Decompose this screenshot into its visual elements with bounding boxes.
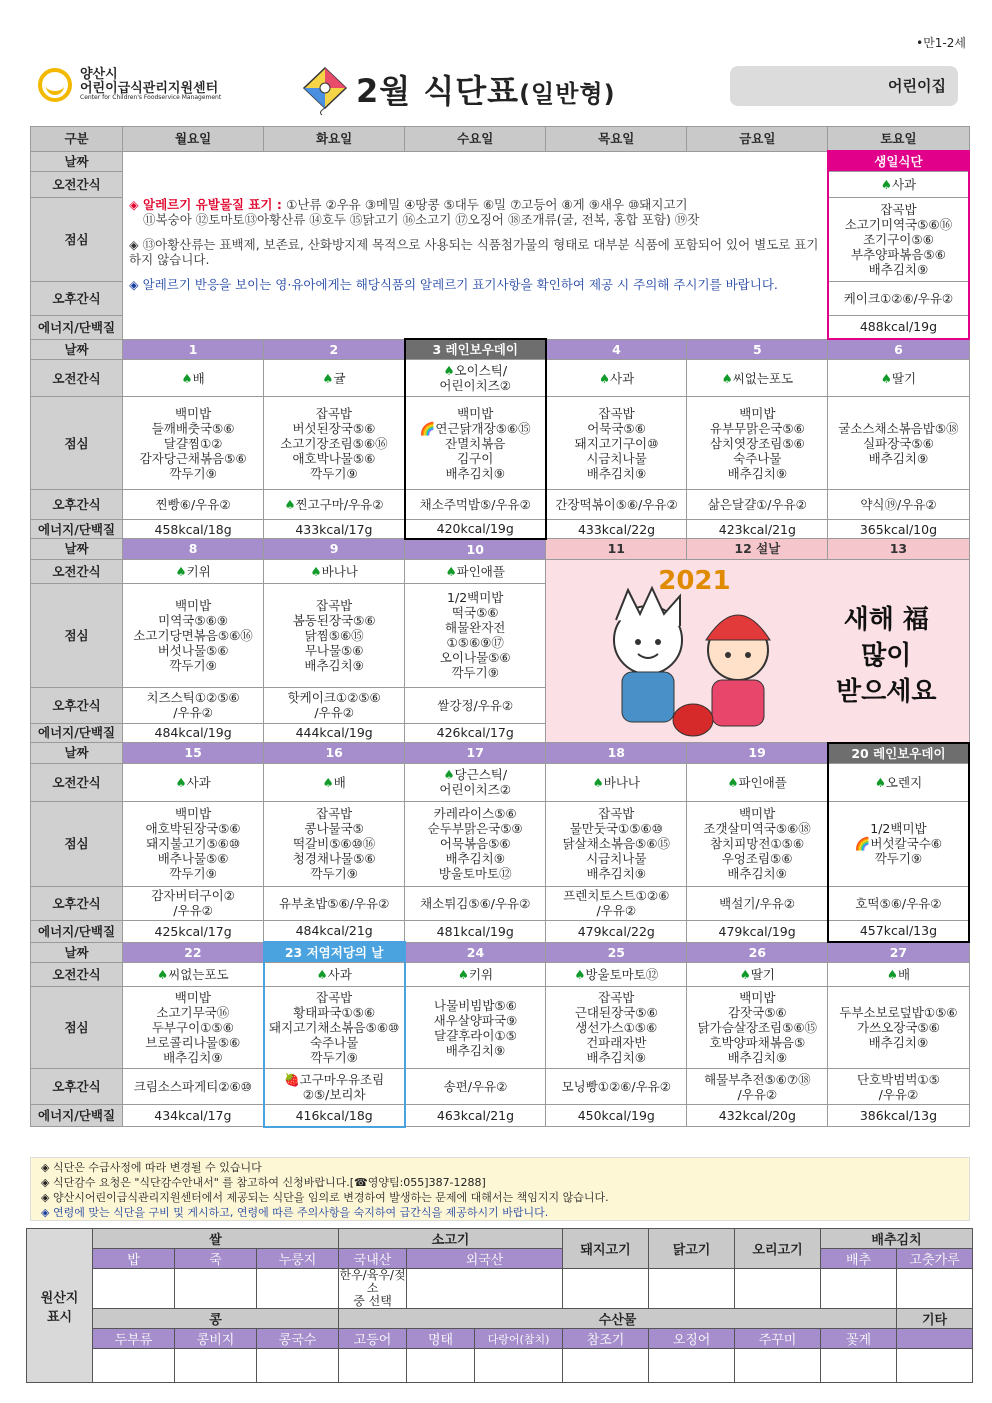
lunar-new-year-banner	[546, 559, 969, 743]
w3-mon-pm: 감자버터구이② /우유②	[123, 886, 264, 920]
origin-sub-chili: 고춧가루	[897, 1249, 973, 1269]
note-3: ◈ 양산시어린이급식관리지원센터에서 제공되는 식단을 임의로 변경하여 발생하는 문제에 대해서는 책임지지 않습니다.	[41, 1191, 609, 1204]
daycare-name-box: 어린이집	[730, 66, 958, 106]
w3-tue-lunch: 잡곡밥 콩나물국⑤ 떡갈비⑤⑥⑩⑯ 청경채나물⑤⑥ 깍두기⑨	[264, 801, 405, 886]
header-thu: 목요일	[546, 127, 687, 152]
w1-mon-date: 1	[123, 339, 264, 360]
w4-sat-date: 27	[828, 942, 969, 963]
w4-label-energy: 에너지/단백질	[31, 1105, 123, 1127]
w4-sat-energy: 386kcal/13g	[828, 1105, 969, 1127]
w3-fri-energy: 479kcal/19g	[687, 920, 828, 942]
w2-wed-am: ♠파인애플	[405, 559, 546, 583]
w3-label-pm: 오후간식	[31, 886, 123, 920]
w3-sat-date: 20 레인보우데이	[828, 743, 969, 764]
w2-wed-pm: 쌀강정/우유②	[405, 687, 546, 723]
center-logo	[38, 68, 221, 102]
sat0-energy: 488kcal/19g	[828, 315, 969, 339]
origin-sub-cabbage: 배추	[821, 1249, 897, 1269]
origin-tofu: 두부류	[93, 1329, 175, 1349]
w2-wed-date: 10	[405, 539, 546, 560]
w2-label-pm: 오후간식	[31, 687, 123, 723]
w3-thu-energy: 479kcal/22g	[546, 920, 687, 942]
fruit-spade-icon: ♠	[181, 370, 193, 386]
w4-fri-lunch: 백미밥 감잣국⑤⑥ 닭가슴살장조림⑤⑥⑮ 호박양파채볶음⑤ 배추김치⑨	[687, 987, 828, 1069]
w1-sat-am: ♠딸기	[828, 360, 969, 397]
w4-tue-pm: 🍓고구마우유조림 ②⑤/보리차	[264, 1069, 405, 1105]
w4-thu-date: 25	[546, 942, 687, 963]
w4-label-am: 오전간식	[31, 963, 123, 987]
w1-mon-energy: 458kcal/18g	[123, 520, 264, 539]
w4-fri-am: ♠딸기	[687, 963, 828, 987]
w2-label-lunch: 점심	[31, 583, 123, 687]
w1-fri-am: ♠씨없는포도	[687, 360, 828, 397]
w4-tue-date: 23 저염저당의 날	[264, 942, 405, 963]
w4-wed-date: 24	[405, 942, 546, 963]
w1-fri-lunch: 백미밥 유부무맑은국⑤⑥ 삼치엿장조림⑤⑥ 숙주나물 배추김치⑨	[687, 397, 828, 490]
w3-wed-energy: 481kcal/19g	[405, 920, 546, 942]
w2-tue-date: 9	[264, 539, 405, 560]
note-4: ◈ 연령에 맞는 식단을 구비 및 게시하고, 연령에 따른 주의사항을 숙지하여 급간식을 제공하시기 바랍니다.	[41, 1206, 549, 1219]
fruit-spade-icon: ♠	[739, 967, 751, 982]
w4-mon-am: ♠씨없는포도	[123, 963, 264, 987]
header	[30, 62, 970, 122]
w3-label-energy: 에너지/단백질	[31, 920, 123, 942]
w1-sat-date: 6	[828, 339, 969, 360]
w1-fri-energy: 423kcal/21g	[687, 520, 828, 539]
fruit-spade-icon: ♠	[727, 774, 739, 790]
w1-sat-energy: 365kcal/10g	[828, 520, 969, 539]
w1-mon-lunch: 백미밥 들깨배춧국⑤⑥ 달걀찜①② 감자당근채볶음⑤⑥ 깍두기⑨	[123, 397, 264, 490]
w3-mon-lunch: 백미밥 애호박된장국⑤⑥ 돼지불고기⑤⑥⑩ 배추나물⑤⑥ 깍두기⑨	[123, 801, 264, 886]
w1-label-date: 날짜	[31, 339, 123, 360]
w2-mon-energy: 484kcal/19g	[123, 723, 264, 742]
w2-tue-pm: 핫케이크①②⑤⑥ /우유②	[264, 687, 405, 723]
w2-tue-lunch: 잡곡밥 봄동된장국⑤⑥ 닭찜⑤⑥⑮ 무나물⑤⑥ 배추김치⑨	[264, 583, 405, 687]
w2-label-energy: 에너지/단백질	[31, 723, 123, 742]
fruit-spade-icon: ♠	[443, 767, 455, 782]
row-label-lunch: 점심	[31, 197, 123, 281]
w1-wed-lunch: 백미밥 🌈연근닭개장⑤⑥⑮ 잔멸치볶음 김구이 배추김치⑨	[405, 397, 546, 490]
origin-seafood: 수산물	[339, 1309, 897, 1329]
w1-thu-pm: 간장떡볶이⑤⑥/우유②	[546, 490, 687, 520]
origin-mackerel: 고등어	[339, 1329, 407, 1349]
new-year-greeting: 새해 福 많이 받으세요	[836, 604, 937, 707]
w3-fri-lunch: 백미밥 조갯살미역국⑤⑥⑱ 참치피망전①⑤⑥ 우엉조림⑤⑥ 배추김치⑨	[687, 801, 828, 886]
w3-label-am: 오전간식	[31, 763, 123, 801]
w2-tue-energy: 444kcal/19g	[264, 723, 405, 742]
w3-tue-energy: 484kcal/21g	[264, 920, 405, 942]
w3-wed-am: ♠당근스틱/ 어린이치즈②	[405, 763, 546, 801]
fruit-spade-icon: ♠	[721, 370, 733, 386]
fruit-spade-icon: ♠	[157, 967, 169, 982]
fruit-spade-icon: ♠	[880, 176, 892, 192]
w2-wed-lunch: 1/2백미밥 떡국⑤⑥ 해물완자전 ①⑤⑥⑨⑰ 오이나물⑤⑥ 깍두기⑨	[405, 583, 546, 687]
header-sat: 토요일	[828, 127, 969, 152]
origin-webfoot-octopus: 주꾸미	[735, 1329, 821, 1349]
w1-thu-am: ♠사과	[546, 360, 687, 397]
w3-thu-pm: 프렌치토스트①②⑥ /우유②	[546, 886, 687, 920]
beef-origin-note: 한우/육우/젖소 중 선택	[339, 1268, 406, 1308]
w2-tue-am: ♠바나나	[264, 559, 405, 583]
origin-soymilk-noodle: 콩국수	[257, 1329, 339, 1349]
weekday-header-row	[31, 127, 970, 152]
w4-thu-energy: 450kcal/19g	[546, 1105, 687, 1127]
kite-icon	[300, 66, 350, 116]
sat0-am-snack: ♠사과	[828, 171, 969, 197]
footer-notes	[30, 1157, 970, 1221]
logo-english: Center for Children's Foodservice Management	[80, 94, 222, 102]
origin-sub-porridge: 죽	[175, 1249, 257, 1269]
w2-mon-lunch: 백미밥 미역국⑤⑥⑨ 소고기당면볶음⑤⑥⑯ 버섯나물⑤⑥ 깍두기⑨	[123, 583, 264, 687]
fruit-spade-icon: ♠	[592, 774, 604, 790]
row-label-date: 날짜	[31, 151, 123, 171]
w1-thu-date: 4	[546, 339, 687, 360]
w2-sat-date: 13	[828, 539, 969, 560]
w3-fri-pm: 백설기/우유②	[687, 886, 828, 920]
sat0-pm-snack: 케이크①②⑥/우유②	[828, 281, 969, 315]
w1-label-pm: 오후간식	[31, 490, 123, 520]
w3-tue-pm: 유부초밥⑤⑥/우유②	[264, 886, 405, 920]
w4-sat-pm: 단호박범벅①⑤ /우유②	[828, 1069, 969, 1105]
origin-kimchi: 배추김치	[821, 1229, 973, 1249]
w4-tue-lunch: 잡곡밥 황태파국①⑤⑥ 돼지고기채소볶음⑤⑥⑩ 숙주나물 깍두기⑨	[264, 987, 405, 1069]
w3-fri-am: ♠파인애플	[687, 763, 828, 801]
fruit-spade-icon: ♠	[886, 967, 898, 982]
birthday-menu-label: 생일식단	[828, 151, 969, 171]
w4-fri-energy: 432kcal/20g	[687, 1105, 828, 1127]
w1-wed-energy: 420kcal/19g	[405, 520, 546, 539]
note-1: ◈ 식단은 수급사정에 따라 변경될 수 있습니다	[41, 1161, 262, 1174]
fruit-spade-icon: ♠	[874, 774, 886, 790]
origin-sub-nurungji: 누룽지	[257, 1249, 339, 1269]
w1-mon-am: ♠배	[123, 360, 264, 397]
origin-bean: 콩	[93, 1309, 339, 1329]
w1-label-energy: 에너지/단백질	[31, 520, 123, 539]
w4-thu-pm: 모닝빵①②⑥/우유②	[546, 1069, 687, 1105]
w1-label-am: 오전간식	[31, 360, 123, 397]
w3-sat-lunch: 1/2백미밥 🌈버섯칼국수⑥ 깍두기⑨	[828, 801, 969, 886]
fruit-spade-icon: ♠	[598, 370, 611, 386]
w4-sat-lunch: 두부소보로덮밥①⑤⑥ 가쓰오장국⑤⑥ 배추김치⑨	[828, 987, 969, 1069]
w1-fri-date: 5	[687, 339, 828, 360]
w3-sat-pm: 호떡⑤⑥/우유②	[828, 886, 969, 920]
w4-thu-am: ♠방울토마토⑫	[546, 963, 687, 987]
w4-fri-date: 26	[687, 942, 828, 963]
header-tue: 화요일	[264, 127, 405, 152]
origin-sub-rice: 밥	[93, 1249, 175, 1269]
menu-table	[30, 126, 970, 1128]
origin-etc: 기타	[897, 1309, 973, 1329]
w1-tue-lunch: 잡곡밥 버섯된장국⑤⑥ 소고기장조림⑤⑥⑯ 애호박나물⑤⑥ 깍두기⑨	[264, 397, 405, 490]
w1-mon-pm: 찐빵⑥/우유②	[123, 490, 264, 520]
row-label-am-snack: 오전간식	[31, 171, 123, 197]
w2-mon-date: 8	[123, 539, 264, 560]
header-mon: 월요일	[123, 127, 264, 152]
w1-tue-am: ♠귤	[264, 360, 405, 397]
w3-thu-lunch: 잡곡밥 물만둣국①⑤⑥⑩ 닭살채소볶음⑤⑥⑮ 시금치나물 배추김치⑨	[546, 801, 687, 886]
fruit-spade-icon: ♠	[574, 967, 586, 982]
w4-wed-lunch: 나물비빔밥⑤⑥ 새우살양파국⑨ 달걀후라이①⑤ 배추김치⑨	[405, 987, 546, 1069]
w4-mon-date: 22	[123, 942, 264, 963]
w1-wed-date: 3 레인보우데이	[405, 339, 546, 360]
header-fri: 금요일	[687, 127, 828, 152]
w3-wed-pm: 채소튀김⑤⑥/우유②	[405, 886, 546, 920]
w2-fri-date: 12 설날	[687, 539, 828, 560]
w3-sat-energy: 457kcal/13g	[828, 920, 969, 942]
w3-mon-date: 15	[123, 743, 264, 764]
fruit-spade-icon: ♠	[445, 563, 457, 579]
origin-beef: 소고기	[339, 1229, 563, 1249]
w4-mon-pm: 크림소스파게티②⑥⑩	[123, 1069, 264, 1105]
origin-label: 원산지 표시	[27, 1229, 93, 1383]
w4-label-lunch: 점심	[31, 987, 123, 1069]
logo-city: 양산시	[80, 67, 118, 83]
header-wed: 수요일	[405, 127, 546, 152]
w3-wed-date: 17	[405, 743, 546, 764]
w1-fri-pm: 삶은달걀①/우유②	[687, 490, 828, 520]
fruit-spade-icon: ♠	[175, 774, 187, 790]
w1-tue-date: 2	[264, 339, 405, 360]
w1-label-lunch: 점심	[31, 397, 123, 490]
header-category: 구분	[31, 127, 123, 152]
fruit-spade-icon: ♠	[322, 370, 334, 386]
w1-sat-pm: 약식⑲/우유②	[828, 490, 969, 520]
origin-biji: 콩비지	[175, 1329, 257, 1349]
w3-label-date: 날짜	[31, 743, 123, 764]
origin-squid: 오징어	[649, 1329, 735, 1349]
fruit-spade-icon: ♠	[310, 563, 322, 579]
logo-center-name: 어린이급식관리지원센터	[80, 80, 219, 96]
row-label-energy: 에너지/단백질	[31, 315, 123, 339]
fruit-spade-icon: ♠	[457, 967, 469, 982]
origin-crab: 꽃게	[821, 1329, 897, 1349]
w3-thu-am: ♠바나나	[546, 763, 687, 801]
w2-thu-date: 11	[546, 539, 687, 560]
origin-croaker: 참조기	[563, 1329, 649, 1349]
origin-sub-domestic: 국내산	[339, 1249, 407, 1269]
w4-tue-energy: 416kcal/18g	[264, 1105, 405, 1127]
w3-label-lunch: 점심	[31, 801, 123, 886]
w3-wed-lunch: 카레라이스⑤⑥ 순두부맑은국⑤⑨ 어묵볶음⑤⑥ 배추김치⑨ 방울토마토⑫	[405, 801, 546, 886]
w4-mon-energy: 434kcal/17g	[123, 1105, 264, 1127]
w2-wed-energy: 426kcal/17g	[405, 723, 546, 742]
w4-fri-pm: 해물부추전⑤⑥⑦⑱ /우유②	[687, 1069, 828, 1105]
origin-etc-blank	[897, 1329, 973, 1349]
origin-tuna: 다랑어(참치)	[475, 1329, 563, 1349]
w3-tue-am: ♠배	[264, 763, 405, 801]
row-label-pm-snack: 오후간식	[31, 281, 123, 315]
w1-thu-lunch: 잡곡밥 어묵국⑤⑥ 돼지고기구이⑩ 시금치나물 배추김치⑨	[546, 397, 687, 490]
age-note: •만1-2세	[916, 36, 966, 50]
origin-pollack: 명태	[407, 1329, 475, 1349]
smile-logo-icon	[38, 68, 72, 102]
origin-table	[26, 1228, 973, 1383]
fruit-spade-icon: ♠	[316, 967, 328, 982]
w1-tue-energy: 433kcal/17g	[264, 520, 405, 539]
w2-mon-pm: 치즈스틱①②⑤⑥ /우유②	[123, 687, 264, 723]
fruit-spade-icon: ♠	[284, 497, 296, 512]
page-title: 2월 식단표(일반형)	[356, 72, 616, 110]
w2-label-am: 오전간식	[31, 559, 123, 583]
w1-tue-pm: ♠찐고구마/우유②	[264, 490, 405, 520]
w1-thu-energy: 433kcal/22g	[546, 520, 687, 539]
w3-sat-am: ♠오렌지	[828, 763, 969, 801]
w4-sat-am: ♠배	[828, 963, 969, 987]
w1-sat-lunch: 굴소스채소볶음밥⑤⑱ 실파장국⑤⑥ 배추김치⑨	[828, 397, 969, 490]
origin-duck: 오리고기	[735, 1229, 821, 1269]
w3-mon-energy: 425kcal/17g	[123, 920, 264, 942]
w3-thu-date: 18	[546, 743, 687, 764]
w4-wed-energy: 463kcal/21g	[405, 1105, 546, 1127]
allergy-notice: ◈ 알레르기 유발물질 표기 : ①난류 ②우유 ③메밀 ④땅콩 ⑤대두 ⑥밀 ⑦고등어 ⑧게 ⑨새우 ⑩돼지고기 ⑪복숭아 ⑫토마토⑬아황산류 ⑭호두 ⑮닭고기 ⑯소고기 ⑰오징어 ⑱조개류(굴, 전복, 홍합 포함) ⑲잣 ◈ ⑬아황산류는 표백제, 보존료, 산화방지제 목적으로 사용되는 식품첨가물의 형태로 대부분 식품에 포함되어 있어 별도로 표기하지 않습니다. ◈ 알레르기 반응을 보이는 영·유아에게는 해당식품의 알레르기 표기사항을 확인하여 제공 시 주의해 주시기를 바랍니다.	[123, 151, 828, 339]
origin-pork: 돼지고기	[563, 1229, 649, 1269]
origin-sub-foreign: 외국산	[407, 1249, 563, 1269]
w4-mon-lunch: 백미밥 소고기무국⑯ 두부구이①⑤⑥ 브로콜리나물⑤⑥ 배추김치⑨	[123, 987, 264, 1069]
new-year-kids-illustration	[588, 565, 808, 740]
note-2: ◈ 식단감수 요청은 "식단감수안내서" 를 참고하여 신청바랍니다.[☎영양팀:055]387-1288]	[41, 1176, 486, 1189]
origin-chicken: 닭고기	[649, 1229, 735, 1269]
fruit-spade-icon: ♠	[175, 563, 187, 579]
year-label: 2021	[658, 565, 731, 596]
w4-label-date: 날짜	[31, 942, 123, 963]
w4-tue-am: ♠사과	[264, 963, 405, 987]
fruit-spade-icon: ♠	[443, 363, 455, 378]
w3-fri-date: 19	[687, 743, 828, 764]
w4-wed-pm: 송편/우유②	[405, 1069, 546, 1105]
w3-tue-date: 16	[264, 743, 405, 764]
origin-rice: 쌀	[93, 1229, 339, 1249]
w3-mon-am: ♠사과	[123, 763, 264, 801]
w4-thu-lunch: 잡곡밥 근대된장국⑤⑥ 생선가스①⑤⑥ 건파래자반 배추김치⑨	[546, 987, 687, 1069]
fruit-spade-icon: ♠	[880, 370, 892, 386]
sat0-lunch: 잡곡밥 소고기미역국⑤⑥⑯ 조기구이⑤⑥ 부추양파볶음⑤⑥ 배추김치⑨	[828, 197, 969, 281]
w1-wed-am: ♠오이스틱/ 어린이치즈②	[405, 360, 546, 397]
w4-label-pm: 오후간식	[31, 1069, 123, 1105]
fruit-spade-icon: ♠	[322, 774, 334, 790]
w4-wed-am: ♠키위	[405, 963, 546, 987]
w1-wed-pm: 채소주먹밥⑤/우유②	[405, 490, 546, 520]
w2-mon-am: ♠키위	[123, 559, 264, 583]
w2-label-date: 날짜	[31, 539, 123, 560]
